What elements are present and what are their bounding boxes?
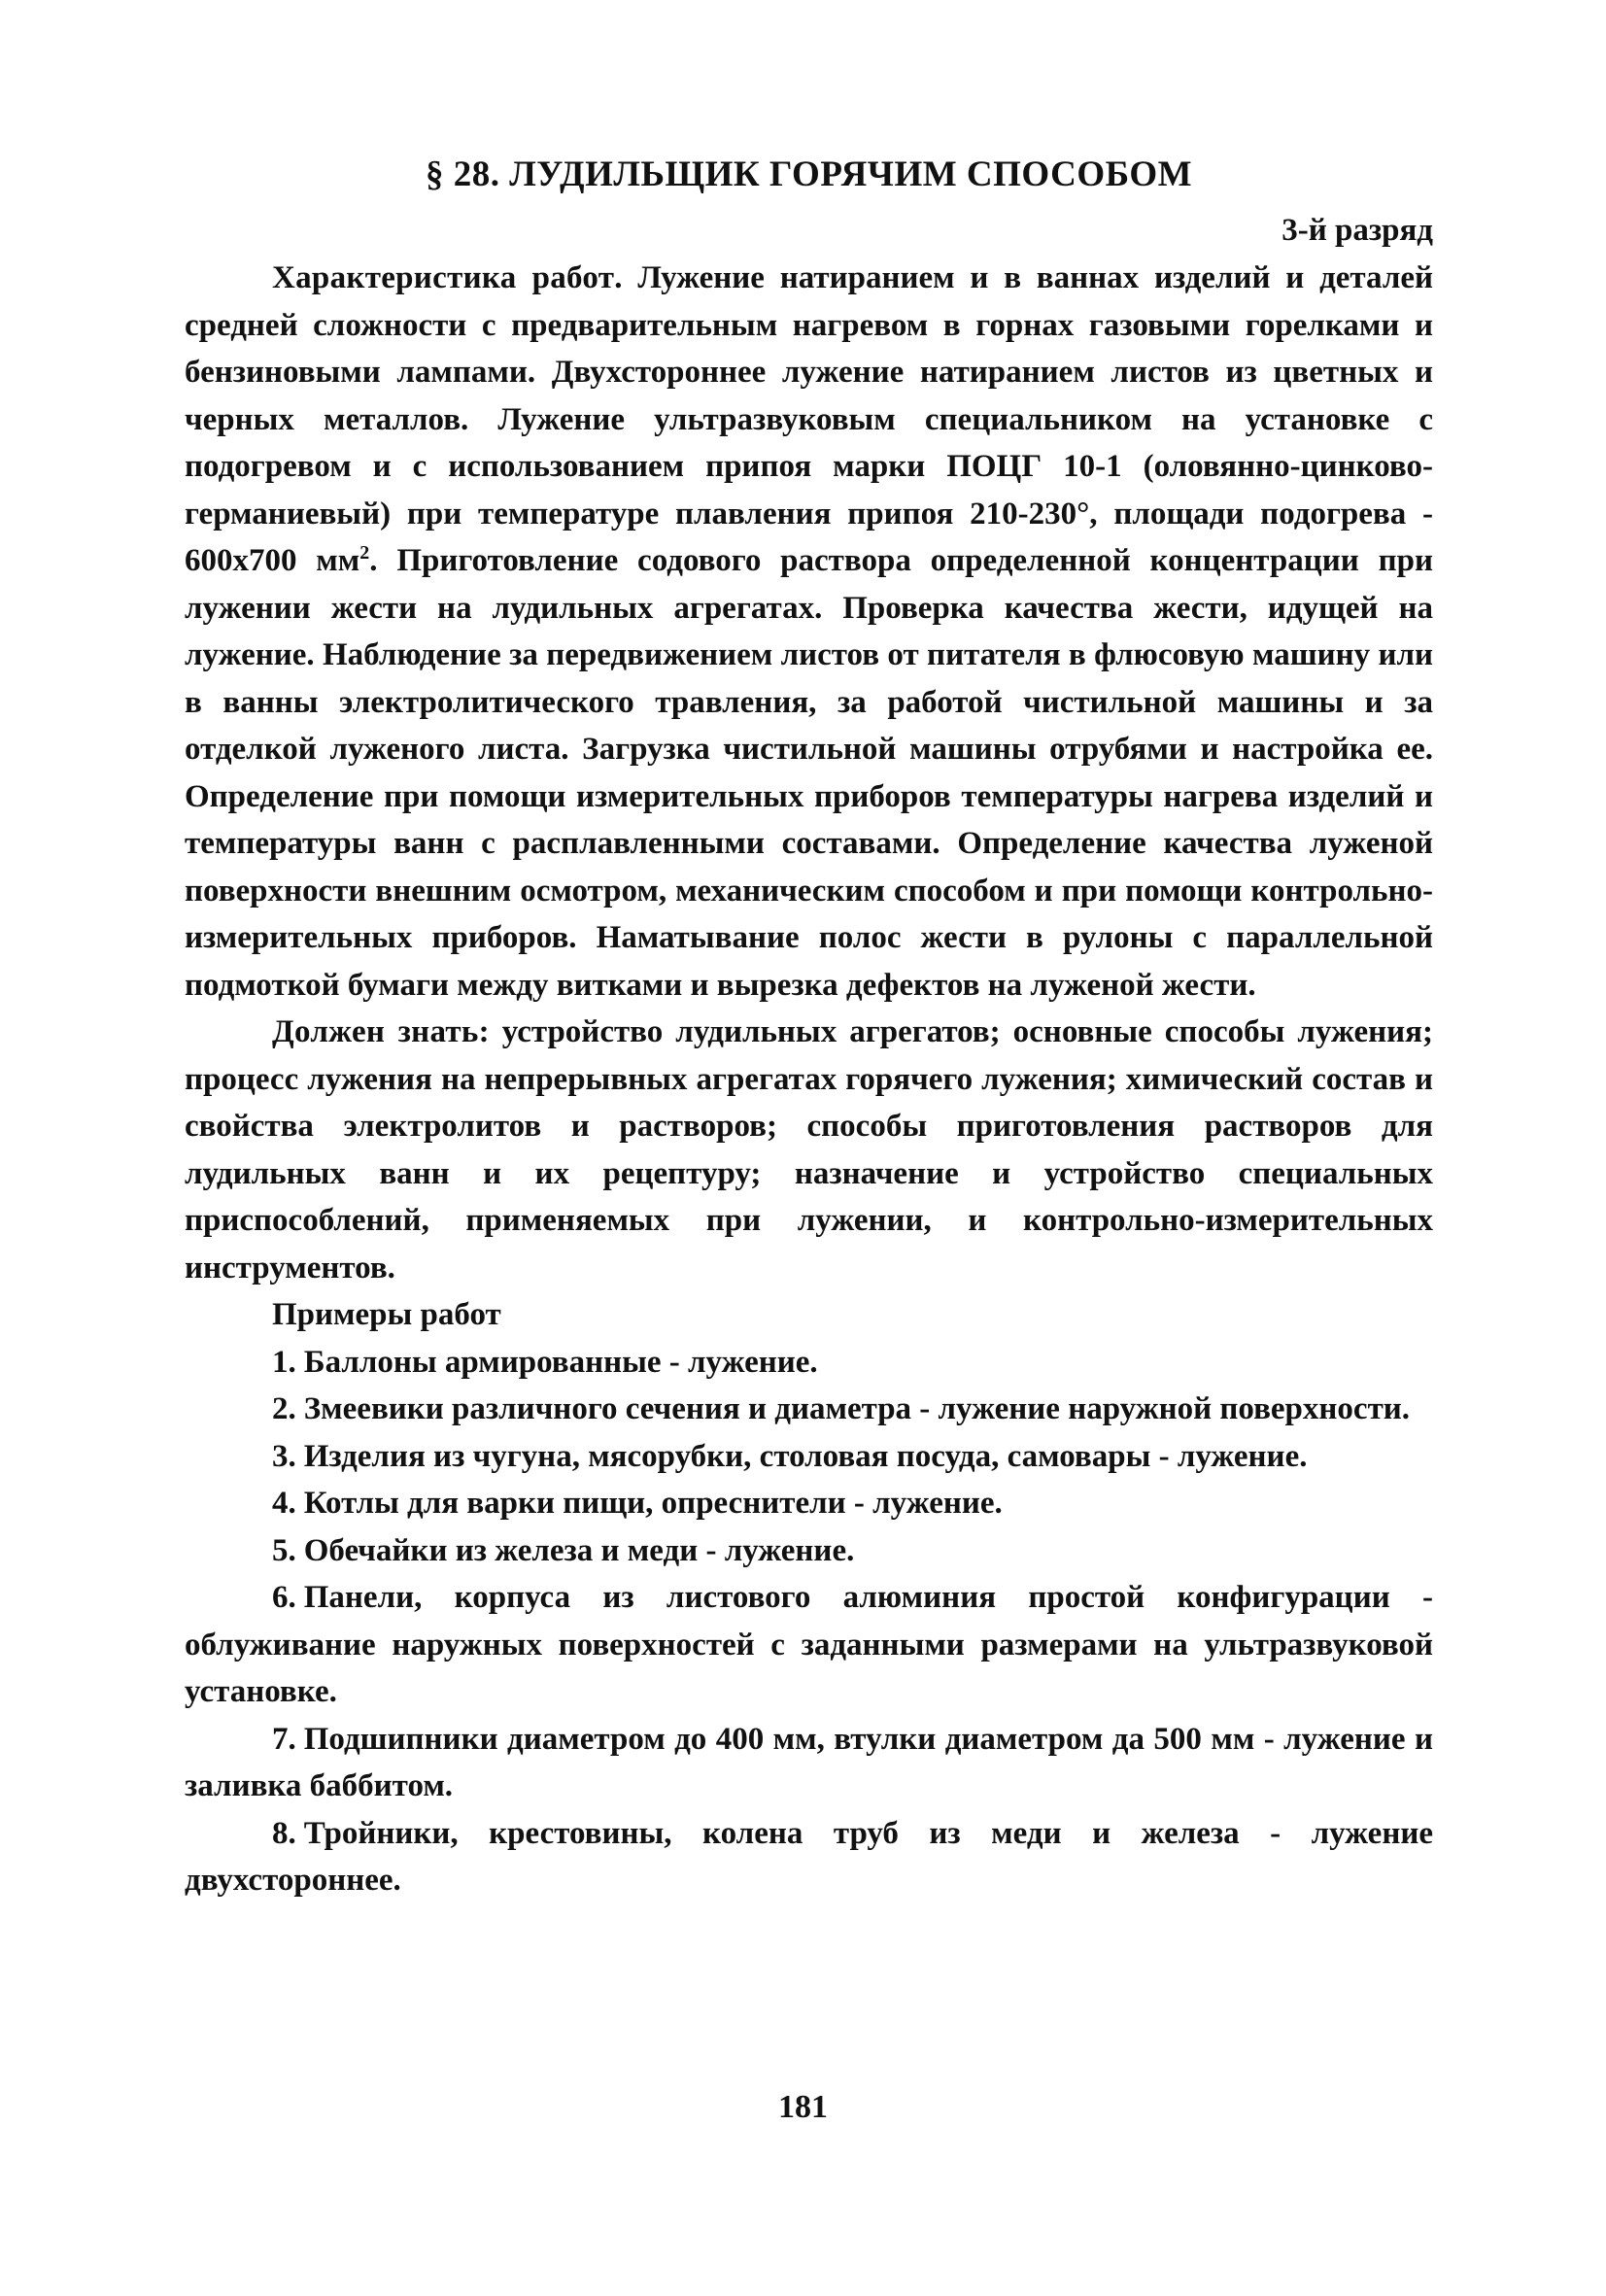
example-item bbox=[185, 1527, 1433, 1575]
characteristics-text: . Лужение натиранием и в ваннах изделий и деталей средней сложности с предварительным нагревом в горнах газовыми горелками и бензиновыми лампами. Двухстороннее лужение натиранием листов из цветных и черных металлов. Лужение ультразвуковым специальником на установке с подогревом и с использованием припоя марки ПОЦГ 10-1 (оловянно-цинково-германиевый) при температуре плавления припоя 210-230°, площади подогрева - 600x700 мм bbox=[185, 260, 1433, 578]
example-item bbox=[185, 1716, 1433, 1810]
example-text: Баллоны армированные - лужение. bbox=[303, 1344, 818, 1380]
knowledge-text: : устройство лудильных агрегатов; основные способы лужения; процесс лужения на непрерывных агрегатах горячего лужения; химический состав и свойства электролитов и растворов; способы приготовления растворов для лудильных ванн и их рецептуру; назначение и устройство специальных приспособлений, применяемых при лужении, и контрольно-измерительных инструментов. bbox=[185, 1014, 1433, 1285]
example-item bbox=[185, 1433, 1433, 1481]
example-number: 8. bbox=[272, 1815, 296, 1851]
characteristics-paragraph bbox=[185, 255, 1433, 1009]
example-item bbox=[185, 1480, 1433, 1527]
example-text: Обечайки из железа и меди - лужение. bbox=[303, 1532, 855, 1568]
example-text: Котлы для варки пищи, опреснители - лужение. bbox=[303, 1486, 1003, 1521]
example-text: Изделия из чугуна, мясорубки, столовая посуда, самовары - лужение. bbox=[303, 1438, 1308, 1474]
example-item bbox=[185, 1339, 1433, 1387]
grade-label: 3-й разряд bbox=[1281, 213, 1433, 248]
example-text: Подшипники диаметром до 400 мм, втулки диаметром да 500 мм - лужение и заливка баббитом. bbox=[185, 1721, 1433, 1803]
example-text: Панели, корпуса из листового алюминия простой конфигурации - облуживание наружных поверхностей с заданными размерами на ультразвуковой установке. bbox=[185, 1580, 1433, 1709]
examples-title: Примеры работ bbox=[272, 1297, 501, 1332]
characteristics-text-continued: . Приготовление содового раствора определенной концентрации при лужении жести на лудильных агрегатах. Проверка качества жести, идущей на лужение. Наблюдение за передвижением листов от питателя в флюсовую машину или в ванны электролитического травления, за работой чистильной машины и за отделкой луженого листа. Загрузка чистильной машины отрубями и настройка ее. Определение при помощи измерительных приборов температуры нагрева изделий и температуры ванн с расплавленными составами. Определение качества луженой поверхности внешним осмотром, механическим способом и при помощи контрольно-измерительных приборов. Наматывание полос жести в рулоны с параллельной подмоткой бумаги между витками и вырезка дефектов на луженой жести. bbox=[185, 543, 1433, 1003]
example-text: Змеевики различного сечения и диаметра - лужение наружной поверхности. bbox=[303, 1391, 1411, 1426]
examples-list bbox=[185, 1339, 1433, 1904]
example-text: Тройники, крестовины, колена труб из меди и железа - лужение двухстороннее. bbox=[185, 1815, 1433, 1898]
example-number: 1. bbox=[272, 1344, 296, 1380]
example-number: 5. bbox=[272, 1532, 296, 1568]
knowledge-paragraph bbox=[185, 1009, 1433, 1291]
example-number: 3. bbox=[272, 1438, 296, 1474]
page-number: 181 bbox=[778, 2089, 828, 2125]
unit-superscript: 2 bbox=[359, 542, 370, 564]
example-number: 2. bbox=[272, 1391, 296, 1426]
example-item bbox=[185, 1574, 1433, 1716]
characteristics-lead: Характеристика работ bbox=[272, 260, 615, 295]
section-title: § 28. ЛУДИЛЬЩИК ГОРЯЧИМ СПОСОБОМ bbox=[425, 154, 1193, 194]
example-item bbox=[185, 1810, 1433, 1904]
example-number: 4. bbox=[272, 1486, 296, 1521]
knowledge-lead: Должен знать bbox=[272, 1014, 479, 1049]
example-item bbox=[185, 1386, 1433, 1433]
document-page bbox=[185, 146, 1433, 1904]
example-number: 6. bbox=[272, 1580, 296, 1615]
example-number: 7. bbox=[272, 1721, 296, 1757]
